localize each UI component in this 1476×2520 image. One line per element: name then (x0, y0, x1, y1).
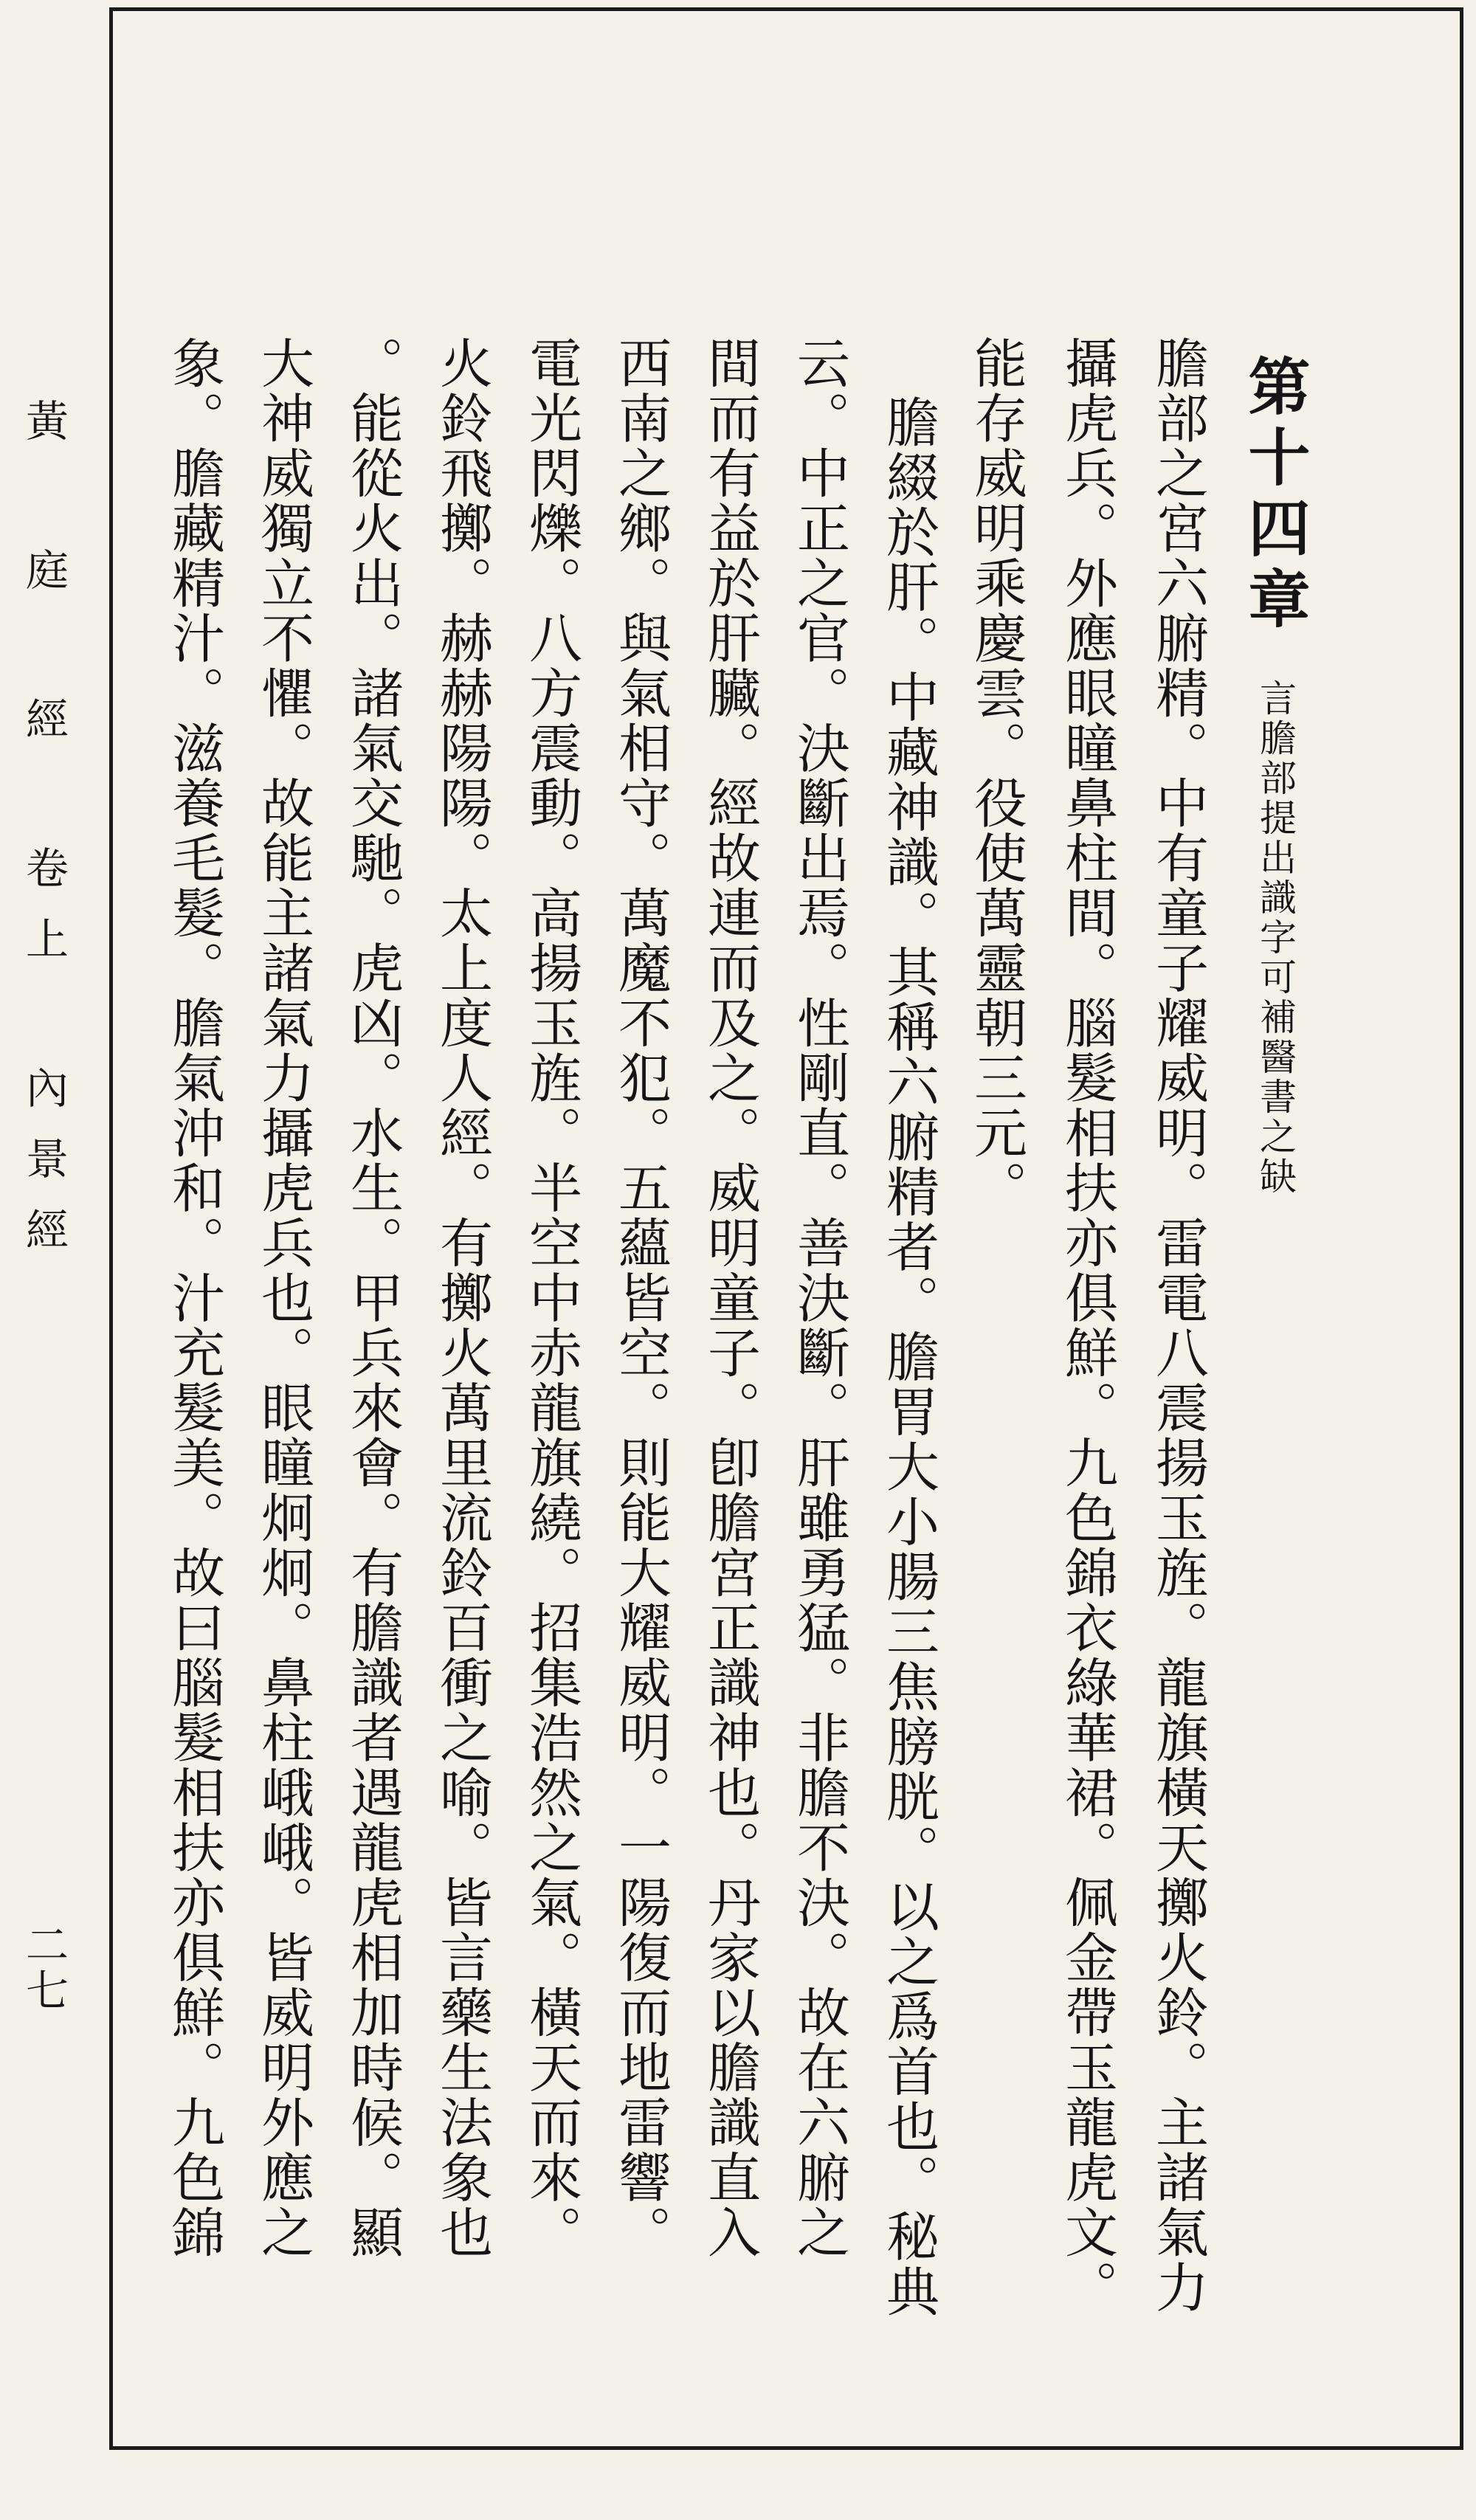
chapter-title: 第十四章 (1238, 354, 1311, 638)
text-column: 。能從火出。諸氣交馳。虎凶。水生。甲兵來會。有膽識者遇龍虎相加時候。顯 (342, 336, 404, 2260)
page-number: 二七 (18, 1922, 69, 2014)
text-column: 攝虎兵。外應眼瞳鼻柱間。腦髮相扶亦俱鮮。九色錦衣綠華裙。佩金帶玉龍虎文。 (1056, 336, 1118, 2315)
text-column: 云。中正之官。決斷出焉。性剛直。善決斷。肝雖勇猛。非膽不決。故在六腑之 (788, 336, 850, 2260)
chapter-annotation: 言膽部提出識字可補醫書之缺 (1254, 679, 1297, 1197)
text-column: 西南之鄉。與氣相守。萬魔不犯。五蘊皆空。則能大耀威明。一陽復而地雷響。 (610, 336, 672, 2260)
text-column: 膽部之宮六腑精。中有童子耀威明。雷電八震揚玉旌。龍旗橫天擲火鈴。主諸氣力 (1147, 336, 1209, 2315)
text-column: 能存威明乘慶雲。役使萬靈朝三元。 (965, 336, 1027, 1215)
text-column: 電光閃爍。八方震動。高揚玉旌。半空中赤龍旗繞。招集浩然之氣。橫天而來。 (520, 336, 582, 2260)
text-column: 大神威獨立不懼。故能主諸氣力攝虎兵也。眼瞳炯炯。鼻柱峨峨。皆威明外應之 (252, 336, 314, 2260)
book-title-margin: 黃 庭 經 卷上 內景經 (18, 398, 69, 1278)
text-column: 膽綴於肝。中藏神識。其稱六腑精者。膽胃大小腸三焦膀胱。以之爲首也。秘典 (877, 395, 939, 2319)
text-column: 象。膽藏精汁。滋養毛髮。膽氣沖和。汁充髮美。故曰腦髮相扶亦俱鮮。九色錦 (163, 336, 225, 2260)
text-column: 火鈴飛擲。赫赫陽陽。太上度人經。有擲火萬里流鈴百衝之喻。皆言藥生法象也 (431, 336, 493, 2260)
text-column: 間而有益於肝臟。經故連而及之。威明童子。卽膽宮正識神也。丹家以膽識直入 (699, 336, 761, 2260)
